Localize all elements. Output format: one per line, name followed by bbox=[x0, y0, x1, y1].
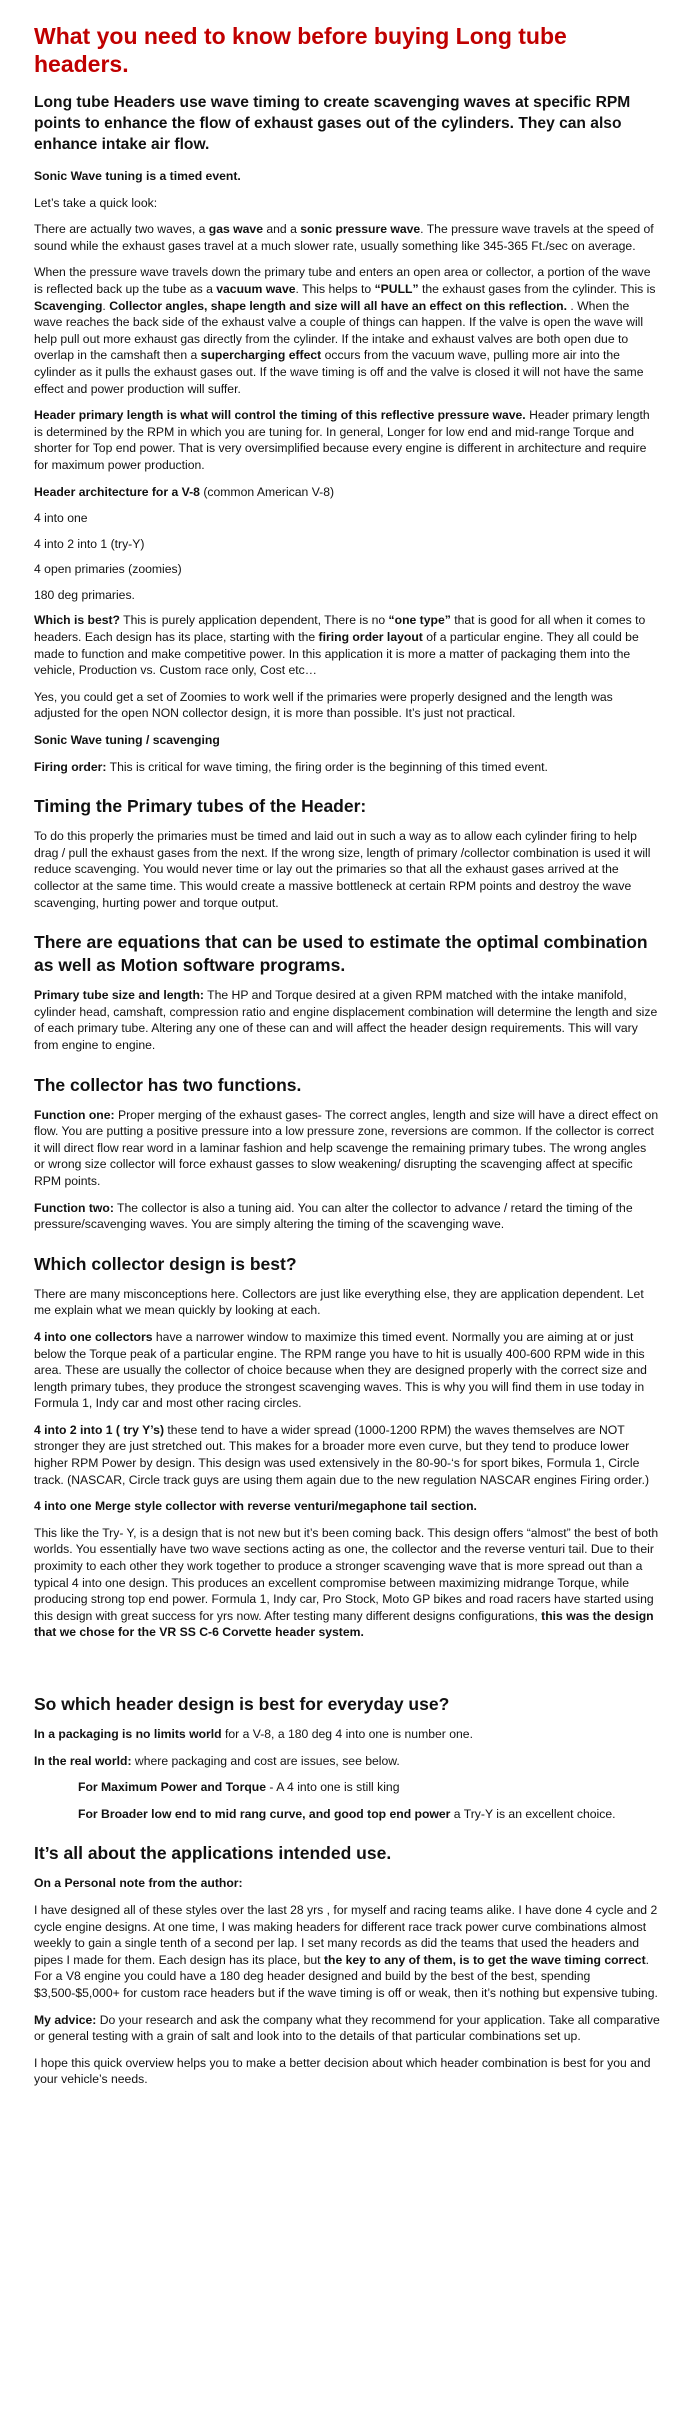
scavenging-heading: Sonic Wave tuning / scavenging bbox=[34, 733, 220, 748]
waves-paragraph: There are actually two waves, a gas wave and a sonic pressure wave. The pressure wave travels at the speed of sound while the exhaust gases travel at a much slower rate, usually something like 345-365 Ft./sec on average. bbox=[34, 222, 654, 253]
sonic-heading: Sonic Wave tuning is a timed event. bbox=[34, 169, 241, 183]
firing-order-paragraph: Firing order: This is critical for wave timing, the firing order is the beginning of this timed event. bbox=[34, 759, 548, 774]
equations-heading: There are equations that can be used to estimate the optimal combination as well as Motion software programs. bbox=[34, 932, 648, 976]
everyday-heading: So which header design is best for everyday use? bbox=[34, 1694, 450, 1714]
which-collector-heading: Which collector design is best? bbox=[34, 1253, 297, 1274]
four-into-one-paragraph: 4 into one collectors have a narrower window to maximize this timed event. Normally you are aiming at or just below the Torque peak of a particular engine. The RPM range you have to hit is usually 400-600 RPM wide in this area. These are usually the collector of choice because when they are designed properly with the correct size and length primary tubes, they produce the strongest scavenging waves. This is why you will find them in use today in Formula 1, Indy car and most other racing circles. bbox=[34, 1329, 647, 1411]
function-one-paragraph: Function one: Proper merging of the exhaust gases- The correct angles, length and size will have a direct effect on flow. You are putting a positive pressure into a low pressure zone, reversions are common. If the collector is correct it will direct flow rear word in a laminar fashion and help scavenge the remaining primary tubes. The wrong angles or wrong size collector will force exhaust gasses to slow weakening/ disrupting the scavenging affect at specific RPM points. bbox=[34, 1107, 659, 1188]
closing-paragraph: I hope this quick overview helps you to make a better decision about which header combination is best for you and your vehicle’s needs. bbox=[34, 2055, 651, 2087]
architecture-item: 4 open primaries (zoomies) bbox=[34, 562, 182, 577]
architecture-item: 4 into 2 into 1 (try-Y) bbox=[34, 536, 145, 551]
personal-note-heading: On a Personal note from the author: bbox=[34, 1876, 243, 1891]
merge-collector-paragraph: This like the Try- Y, is a design that is not new but it’s been coming back. This design offers “almost” the best of both worlds. You essentially have two wave sections acting as one, the collector and the reverse venturi tail. Due to their proximity to each other they work together to produce a stronger scavenging wave that is more spread out than a typical 4 into one design. This produces an excellent compromise between maximizing midrange Torque, while producing strong top end power. Formula 1, Indy car, Pro Stock, Moto GP bikes and road racers have started using this design with great success for yrs now. After testing many different designs configurations, this was the design that we chose for the VR SS C-6 Corvette header system. bbox=[34, 1525, 659, 1640]
author-paragraph: I have designed all of these styles over the last 28 yrs , for myself and racing teams alike. I have done 4 cycle and 2 cycle engine designs. At one time, I was making headers for different race track power curve combinations almost weekly to gain a single tenth of a second per lap. I set many records as did the teams that used the headers and pipes I made for them. Each design has its place, but the key to any of them, is to get the wave timing correct. For a V8 engine you could have a 180 deg header designed and build by the best of the best, spending $3,500-$5,000+ for custom race headers but if the wave timing is off or weak, then it’s nothing but expensive tubing. bbox=[34, 1902, 658, 2000]
timing-heading: Timing the Primary tubes of the Header: bbox=[34, 796, 367, 817]
broader-curve-paragraph: For Broader low end to mid rang curve, and good top end power a Try-Y is an excellent choice. bbox=[78, 1806, 616, 1821]
max-power-paragraph: For Maximum Power and Torque - A 4 into one is still king bbox=[78, 1780, 400, 1795]
primary-length-paragraph: Header primary length is what will control the timing of this reflective pressure wave. Header primary length is determined by the RPM in which you are tuning for. In general, Longer for low end and mid-range Torque and shorter for Top end power. That is very oversimplified because every engine is different in architecture and require for maximum power production. bbox=[34, 408, 650, 472]
merge-collector-heading: 4 into one Merge style collector with reverse venturi/megaphone tail section. bbox=[34, 1499, 477, 1514]
collector-heading: The collector has two functions. bbox=[34, 1074, 302, 1095]
applications-heading: It’s all about the applications intended use. bbox=[34, 1843, 392, 1864]
real-world-paragraph: In the real world: where packaging and cost are issues, see below. bbox=[34, 1753, 400, 1768]
primary-tube-paragraph: Primary tube size and length: The HP and Torque desired at a given RPM matched with the intake manifold, cylinder head, camshaft, compression ratio and engine displacement combination will determine the length and size of each primary tube. Altering any one of these can and will affect the header design requirements. This will vary from engine to engine. bbox=[34, 988, 658, 1052]
architecture-item: 4 into one bbox=[34, 511, 88, 526]
function-two-paragraph: Function two: The collector is also a tuning aid. You can alter the collector to advance / retard the timing of the pressure/scavenging waves. You are simply altering the timing of the scavenging wave. bbox=[34, 1200, 633, 1232]
timing-paragraph: To do this properly the primaries must be timed and laid out in such a way as to allow each cylinder firing to help drag / pull the exhaust gases from the next. If the wrong size, length of primary /collector combination is used it will reduce scavenging. You would never time or lay out the primaries so that all the exhaust gases arrived at the collector at the same time. This would create a massive bottleneck at certain RPM points and destroy the wave scavenging, hurting power and torque output. bbox=[34, 829, 651, 910]
pressure-wave-paragraph: When the pressure wave travels down the primary tube and enters an open area or collector, a portion of the wave is reflected back up the tube as a vacuum wave. This helps to “PULL” the exhaust gases from the cylinder. This is Scavenging. Collector angles, shape length and size will all have an effect on this reflection. . When the wave reaches the back side of the exhaust valve a couple of things can happen. If the valve is open the wave will help pull out more exhaust gas directly from the cylinder. If the intake and exhaust valves are both open due to overlap in the camshaft then a supercharging effect occurs from the vacuum wave, pulling more air into the cylinder as it pulls the exhaust gases out. If the wave timing is off and the valve is closed it will not have the same effect and power production will suffer. bbox=[34, 265, 656, 396]
architecture-heading: Header architecture for a V-8 (common American V-8) bbox=[34, 484, 335, 499]
try-y-paragraph: 4 into 2 into 1 ( try Y’s) these tend to have a wider spread (1000-1200 RPM) the waves themselves are NOT stronger they are just stretched out. This makes for a broader more even curve, but they tend to produce lower higher RPM Power by design. This design was used extensively in the 80-90-‘s for sport bikes, Formula 1, Circle track. (NASCAR, Circle track guys are using them again due to the new regulation NASCAR engines Firing order.) bbox=[34, 1422, 650, 1487]
lead-text: Let’s take a quick look: bbox=[34, 195, 158, 210]
zoomies-paragraph: Yes, you could get a set of Zoomies to work well if the primaries were properly designed and the length was adjusted for the open NON collector design, it is more than possible. It’s just not practical. bbox=[34, 689, 613, 721]
page-title: What you need to know before buying Long tube headers. bbox=[34, 23, 567, 77]
intro-paragraph: Long tube Headers use wave timing to create scavenging waves at specific RPM points to enhance the flow of exhaust gases out of the cylinders. They can also enhance intake air flow. bbox=[34, 94, 631, 153]
no-limits-paragraph: In a packaging is no limits world for a V-8, a 180 deg 4 into one is number one. bbox=[34, 1727, 473, 1741]
misconceptions-paragraph: There are many misconceptions here. Collectors are just like everything else, they are application dependent. Let me explain what we mean quickly by looking at each. bbox=[34, 1286, 644, 1318]
which-is-best-paragraph: Which is best? This is purely application dependent, There is no “one type” that is good for all when it comes to headers. Each design has its place, starting with the firing order layout of a particular engine. They all could be made to function and make competitive power. In this application it is more a matter of packaging them into the vehicle, Production vs. Custom race only, Cost etc… bbox=[34, 613, 646, 678]
architecture-item: 180 deg primaries. bbox=[34, 587, 135, 602]
spacer bbox=[34, 1651, 660, 1673]
advice-paragraph: My advice: Do your research and ask the company what they recommend for your application. Take all comparative or general testing with a grain of salt and look into to the details of that particular combinations set up. bbox=[34, 2012, 660, 2044]
